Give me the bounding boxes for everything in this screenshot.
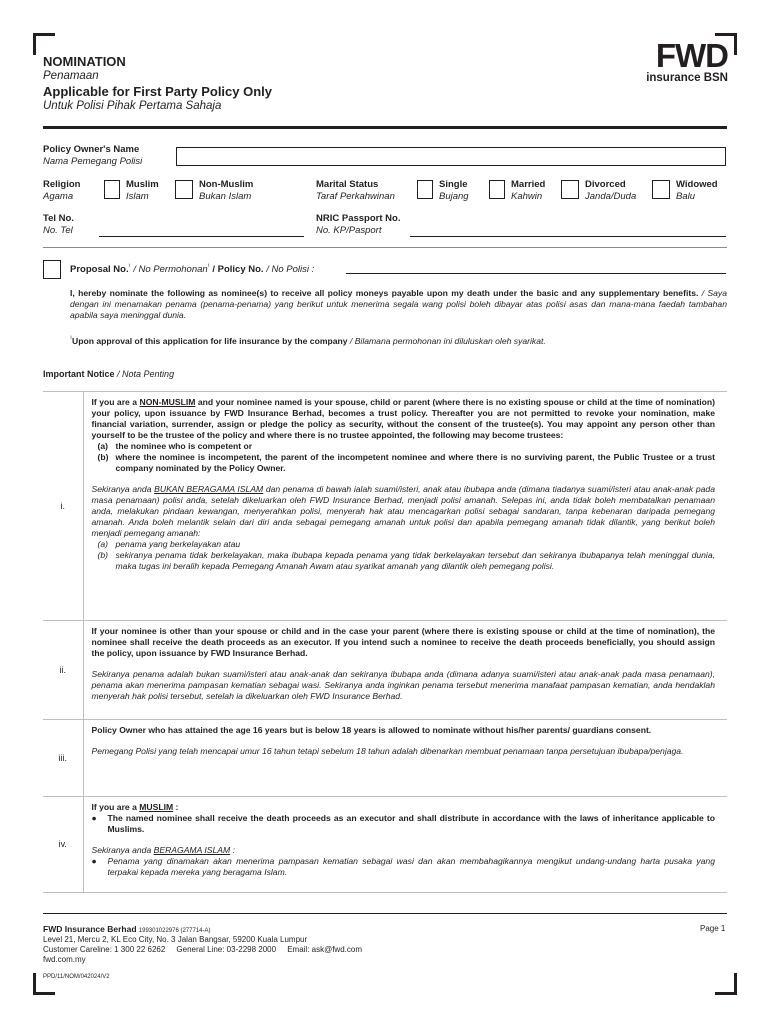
- notice-1-en-item-b: [92, 452, 716, 474]
- item-key: (a): [97, 441, 109, 451]
- notice-text: [83, 621, 727, 720]
- approval-footnote: [70, 334, 727, 347]
- page-subtitle-ms: Untuk Polisi Pihak Pertama Sahaja: [43, 100, 222, 112]
- notice-1-en-pre: If you are a: [91, 397, 140, 407]
- notice-4-ms: [92, 845, 716, 856]
- form-divider: [43, 247, 727, 248]
- proposal-label-en: Proposal No.: [70, 264, 129, 276]
- notice-4-en-post: :: [173, 802, 179, 812]
- notice-number: iii.: [43, 720, 83, 797]
- notice-4-en-pre: If you are a: [91, 802, 140, 812]
- owner-name-label: [43, 144, 142, 168]
- nric-label-en: NRIC Passport No.: [316, 213, 401, 224]
- divorced-checkbox[interactable]: [561, 180, 579, 199]
- footer-address: Level 21, Mercu 2, KL Eco City, No. 3 Jalan Bangsar, 59200 Kuala Lumpur: [43, 935, 308, 944]
- tel-label-ms: No. Tel: [43, 225, 73, 236]
- single-label-en: Single: [439, 179, 468, 190]
- notice-1-ms-pre: Sekiranya anda: [91, 484, 155, 494]
- married-label: [511, 179, 545, 203]
- notice-text: [83, 392, 727, 621]
- muslim-label: [126, 179, 159, 203]
- bullet-text: The named nominee shall receive the death proceeds as an executor and shall distribute in accordance with the laws of inheritance applicable to Muslims.: [107, 813, 715, 834]
- notice-row: [43, 392, 727, 621]
- page-title-ms: Penamaan: [43, 70, 99, 82]
- declaration-text: [70, 288, 727, 321]
- corner-mark-top-left: [33, 33, 55, 55]
- important-notice-en: Important Notice: [43, 369, 115, 379]
- notice-row: [43, 797, 727, 893]
- non-muslim-label-en: Non-Muslim: [199, 179, 254, 190]
- nric-label: [316, 213, 400, 237]
- notice-4-en-emphasis: MUSLIM: [139, 802, 174, 812]
- notice-4-ms-emphasis: BERAGAMA ISLAM: [153, 845, 231, 855]
- declaration-en: I, hereby nominate the following as nominee(s) to receive all policy moneys payable upon my death under the basic and any supplementary benefits.: [70, 288, 699, 298]
- religion-label-ms: Agama: [43, 191, 74, 202]
- fwd-logo: [632, 37, 728, 86]
- widowed-label-ms: Balu: [676, 191, 696, 202]
- item-key: (a): [97, 539, 109, 549]
- widowed-label: [676, 179, 718, 203]
- notice-1-en-emphasis: NON-MUSLIM: [139, 397, 196, 407]
- notice-3-ms: Pemegang Polisi yang telah mencapai umur 16 tahun tetapi sebelum 18 tahun adalah dibenarkan membuat penamaan tanpa persetujuan ibubapa/penjaga.: [91, 746, 684, 756]
- notice-1-en-body: and your nominee named is your spouse, child or parent (where there is no existing spouse or child at the time of nomination) your policy, upon issuance by FWD Insurance Berhad, becomes a trust policy. Thereafter you are not permitted to revoke your nomination, make financial variation, surrender, assign or pledge the policy as security, without the consent of the trustee(s). You may appoint any person other than yourself to be the trustee of the policy and where there is no trustee appointed, the following may become trustees:: [91, 397, 716, 440]
- item-text: where the nominee is incompetent, the parent of the incompetent nominee and where there is no surviving parent, the Public Trustee or a trust company nominated by the Policy Owner.: [115, 452, 715, 473]
- married-label-en: Married: [511, 179, 546, 190]
- proposal-sup-2: ¹: [207, 264, 210, 270]
- non-muslim-label-ms: Bukan Islam: [199, 191, 252, 202]
- proposal-sup: ¹: [128, 264, 131, 270]
- item-text: sekiranya penama tidak berkelayakan, maka ibubapa kepada penama yang tidak berkelayakan tersebut dan sekiranya ibubapanya telah meninggal dunia, maka tugas ini beralih kepada Pemegang Amanah Awam atau syarikat amanah yang dilantik oleh pemegang polisi.: [115, 550, 715, 571]
- notice-4-ms-post: :: [230, 845, 235, 855]
- page-subtitle: Applicable for First Party Policy Only: [43, 84, 273, 99]
- marital-status-label-en: Marital Status: [316, 179, 379, 190]
- single-label: [439, 179, 469, 203]
- footer-contacts: [43, 945, 362, 956]
- married-label-ms: Kahwin: [511, 191, 543, 202]
- notice-3-en: Policy Owner who has attained the age 16 years but is below 18 years is allowed to nominate without his/her parents/ guardians consent.: [91, 725, 652, 735]
- notice-1-ms: [92, 484, 716, 539]
- approval-en: Upon approval of this application for life insurance by the company: [72, 335, 348, 346]
- nric-field[interactable]: [410, 236, 726, 237]
- notice-2-en: If your nominee is other than your spouse or child and in the case your parent (where there is existing spouse or child at the time of nomination), the nominee shall receive the death proceeds as an executor. If you intend such a nominee to receive the death proceeds beneficially, you should assign the policy, upon issuance by FWD Insurance Berhad.: [91, 626, 715, 658]
- muslim-checkbox[interactable]: [104, 180, 120, 199]
- notice-text: [83, 720, 727, 797]
- bullet-icon: ●: [91, 813, 97, 823]
- notice-row: [43, 621, 727, 720]
- email: Email: ask@fwd.com: [287, 945, 362, 954]
- notice-4-en-bullet: [92, 813, 716, 835]
- non-muslim-label: [199, 179, 253, 203]
- form-code: PPD/11/NOM/042024/V2: [43, 974, 110, 980]
- header-rule: [43, 126, 727, 129]
- bullet-icon: ●: [91, 856, 97, 866]
- muslim-label-ms: Islam: [126, 191, 149, 202]
- notice-number: i.: [43, 392, 83, 621]
- proposal-checkbox[interactable]: [43, 260, 61, 279]
- notice-1-en-item-a: [92, 441, 716, 452]
- notice-4-en: [92, 802, 716, 813]
- proposal-label-ms: / No Permohonan: [133, 264, 208, 276]
- non-muslim-checkbox[interactable]: [175, 180, 193, 199]
- widowed-checkbox[interactable]: [652, 180, 670, 199]
- owner-name-label-en: Policy Owner's Name: [43, 144, 140, 155]
- notice-number: ii.: [43, 621, 83, 720]
- tel-label: [43, 213, 74, 237]
- notice-number: iv.: [43, 797, 83, 893]
- notice-1-ms-body: dan penama di bawah ialah suami/isteri, anak atau ibubapa anda (dimana tiadanya suami/isteri atau anak-anak pada masa penamaan) polisi anda, setelah dikeluarkan oleh FWD Insurance Berhad, menjadi polisi amanah. Selepas ini, anda tidak boleh membatalkan penamaan anda, melakukan pindaan kewangan, menyerahkan polisi, menyerah hak atau mencagarkan polisi sebagai sandaran, tanpa kebenaran daripada pemegang amanah. Anda boleh melantik selain dari diri anda sebagai pemegang amanah untuk polisi dan apabila pemegang amanah tidak dilantik, yang berikut boleh menjadi pemegang amanah:: [91, 484, 715, 538]
- divorced-label: [585, 179, 636, 203]
- divorced-label-en: Divorced: [585, 179, 626, 190]
- approval-sup: ¹: [70, 336, 72, 342]
- corner-mark-bottom-right: [715, 973, 737, 995]
- notice-4-ms-pre: Sekiranya anda: [91, 845, 154, 855]
- page-number: Page 1: [700, 924, 726, 933]
- divorced-label-ms: Janda/Duda: [585, 191, 637, 202]
- single-checkbox[interactable]: [417, 180, 433, 199]
- married-checkbox[interactable]: [489, 180, 505, 199]
- policy-label-ms: / No Polisi :: [266, 264, 315, 276]
- religion-label-en: Religion: [43, 179, 81, 190]
- notice-1-en: [92, 397, 716, 441]
- nric-label-ms: No. KP/Pasport: [316, 225, 382, 236]
- proposal-field[interactable]: [346, 273, 726, 274]
- notice-row: [43, 720, 727, 797]
- approval-ms: / Bilamana permohonan ini diluluskan oleh syarikat.: [349, 335, 546, 346]
- muslim-label-en: Muslim: [126, 179, 159, 190]
- owner-name-field[interactable]: [176, 147, 726, 166]
- religion-label: [43, 179, 80, 203]
- notice-1-ms-emphasis: BUKAN BERAGAMA ISLAM: [154, 484, 264, 494]
- tel-label-en: Tel No.: [43, 213, 74, 224]
- single-label-ms: Bujang: [439, 191, 469, 202]
- notice-table: [43, 391, 727, 893]
- marital-status-label: [316, 179, 395, 203]
- notice-1-ms-item-a: [92, 539, 716, 550]
- tel-field[interactable]: [99, 236, 304, 237]
- declaration-ms: / Saya dengan ini menamakan penama (penama-penama) yang berikut untuk menerima segala wang polisi boleh dibayar atas polisi asas dan mana-mana faedah tambahan apabila saya meninggal dunia.: [70, 288, 727, 321]
- notice-2-ms: Sekiranya penama adalah bukan suami/isteri atau anak-anak dan sekiranya ibubapa anda (dimana adanya suami/isteri atau anak-anak pada masa penamaan), penama akan menerima pampasan kematian sebagai wasi. Sekiranya anda inginkan penama tersebut menerima manafaat pampasan kematian, anda hendaklah menyerah hak polisi tersebut, setelah ia dikeluarkan oleh FWD Insurance Berhad.: [91, 669, 715, 701]
- company-reg: 199301022976 (277714-A): [138, 928, 211, 934]
- important-notice-heading: [43, 369, 174, 379]
- policy-label-en: / Policy No.: [212, 264, 264, 276]
- item-text: the nominee who is competent or: [115, 441, 253, 451]
- page-title: NOMINATION: [43, 54, 126, 69]
- fwd-logo-mark: FWD: [655, 37, 728, 74]
- owner-name-label-ms: Nama Pemegang Polisi: [43, 156, 143, 167]
- important-notice-ms: / Nota Penting: [117, 369, 175, 379]
- company-name: FWD Insurance Berhad: [43, 924, 137, 934]
- notice-1-ms-item-b: [92, 550, 716, 572]
- notice-text: [83, 797, 727, 893]
- footer-rule: [43, 913, 727, 914]
- item-key: (b): [97, 452, 109, 462]
- general-line: General Line: 03-2298 2000: [176, 945, 277, 954]
- fwd-logo-text: insurance BSN: [646, 72, 728, 84]
- notice-4-ms-bullet: [92, 856, 716, 878]
- footer-website: fwd.com.my: [43, 955, 86, 964]
- careline: Customer Careline: 1 300 22 6262: [43, 945, 166, 954]
- marital-status-label-ms: Taraf Perkahwinan: [316, 191, 395, 202]
- item-key: (b): [97, 550, 109, 560]
- widowed-label-en: Widowed: [676, 179, 718, 190]
- proposal-policy-label: [70, 264, 314, 275]
- bullet-text: Penama yang dinamakan akan menerima pampasan kematian sebagai wasi dan akan membahagikannya mengikut undang-undang harta pusaka yang terpakai kepada mereka yang beragama Islam.: [107, 856, 715, 877]
- item-text: penama yang berkelayakan atau: [115, 539, 241, 549]
